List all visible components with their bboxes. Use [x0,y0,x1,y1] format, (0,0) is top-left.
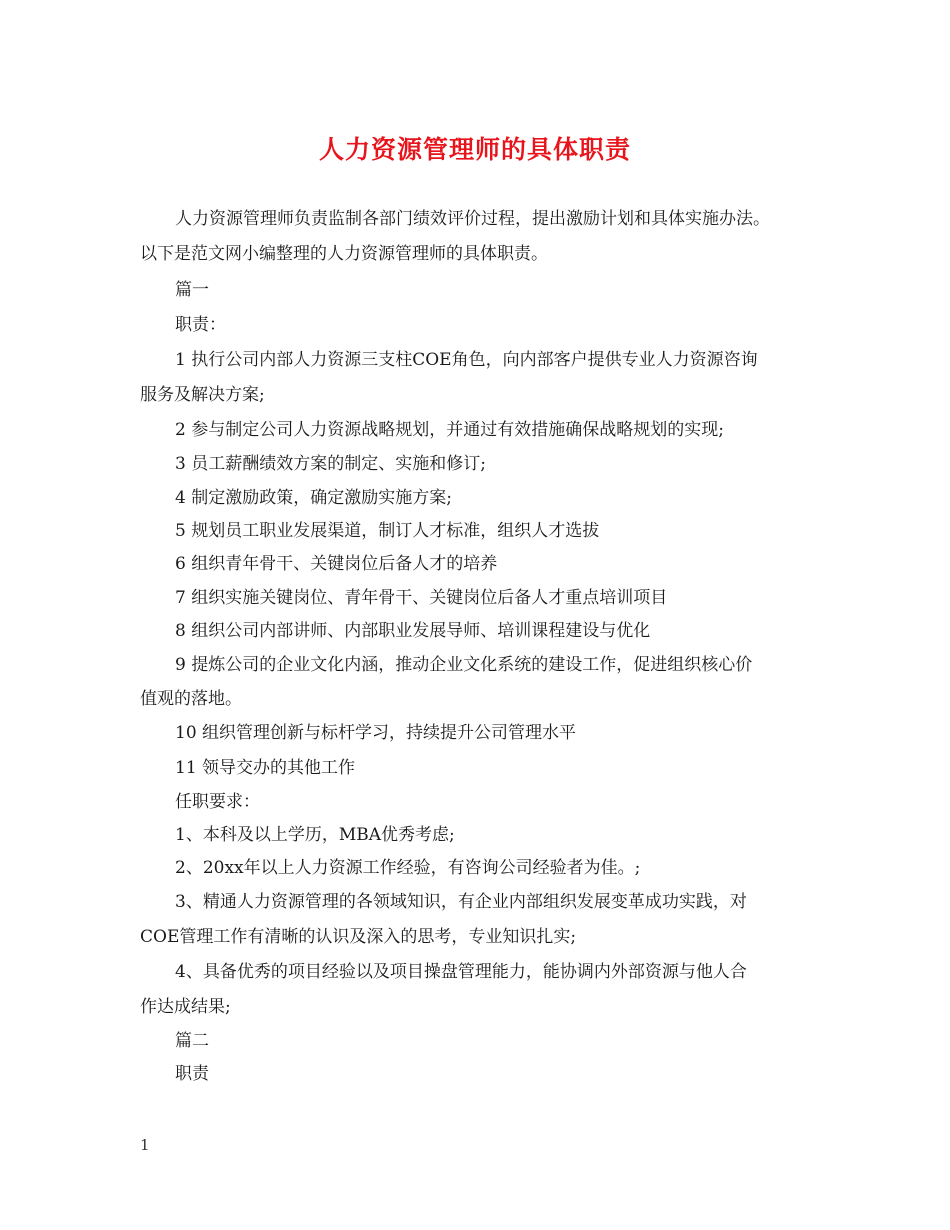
section-2-duties-label: 职责 [175,1064,209,1084]
document-title: 人力资源管理师的具体职责 [318,135,631,164]
duty-8: 8 组织公司内部讲师、内部职业发展导师、培训课程建设与优化 [175,621,651,641]
duty-1-line-1: 1 执行公司内部人力资源三支柱COE角色，向内部客户提供专业人力资源咨询 [175,350,758,370]
duty-11: 11 领导交办的其他工作 [175,758,356,778]
section-2-heading: 篇二 [175,1031,209,1051]
duty-2: 2 参与制定公司人力资源战略规划，并通过有效措施确保战略规划的实现; [175,420,724,440]
duties-label: 职责： [175,315,226,335]
duty-3: 3 员工薪酬绩效方案的制定、实施和修订; [175,454,486,474]
duty-4: 4 制定激励政策，确定激励实施方案; [175,488,452,508]
requirement-3-line-2: COE管理工作有清晰的认识及深入的思考，专业知识扎实; [140,927,577,947]
requirement-2: 2、20xx年以上人力资源工作经验，有咨询公司经验者为佳。; [175,858,641,878]
intro-line-1: 人力资源管理师负责监制各部门绩效评价过程，提出激励计划和具体实施办法。 [175,209,770,229]
requirement-3-line-1: 3、精通人力资源管理的各领域知识，有企业内部组织发展变革成功实践，对 [175,892,747,912]
requirement-4-line-1: 4、具备优秀的项目经验以及项目操盘管理能力，能协调内外部资源与他人合 [175,962,747,982]
duty-9-line-2: 值观的落地。 [140,689,242,709]
page-number: 1 [140,1136,150,1154]
section-1-heading: 篇一 [175,280,209,300]
requirements-label: 任职要求： [175,792,260,812]
duty-6: 6 组织青年骨干、关键岗位后备人才的培养 [175,554,498,574]
requirement-1: 1、本科及以上学历，MBA优秀考虑; [175,825,455,845]
duty-5: 5 规划员工职业发展渠道，制订人才标准，组织人才选拔 [175,521,600,541]
duty-1-line-2: 服务及解决方案; [140,385,265,405]
requirement-4-line-2: 作达成结果; [140,997,231,1017]
duty-10: 10 组织管理创新与标杆学习，持续提升公司管理水平 [175,723,577,743]
duty-9-line-1: 9 提炼公司的企业文化内涵，推动企业文化系统的建设工作，促进组织核心价 [175,655,753,675]
duty-7: 7 组织实施关键岗位、青年骨干、关键岗位后备人才重点培训项目 [175,588,668,608]
intro-line-2: 以下是范文网小编整理的人力资源管理师的具体职责。 [140,244,548,264]
